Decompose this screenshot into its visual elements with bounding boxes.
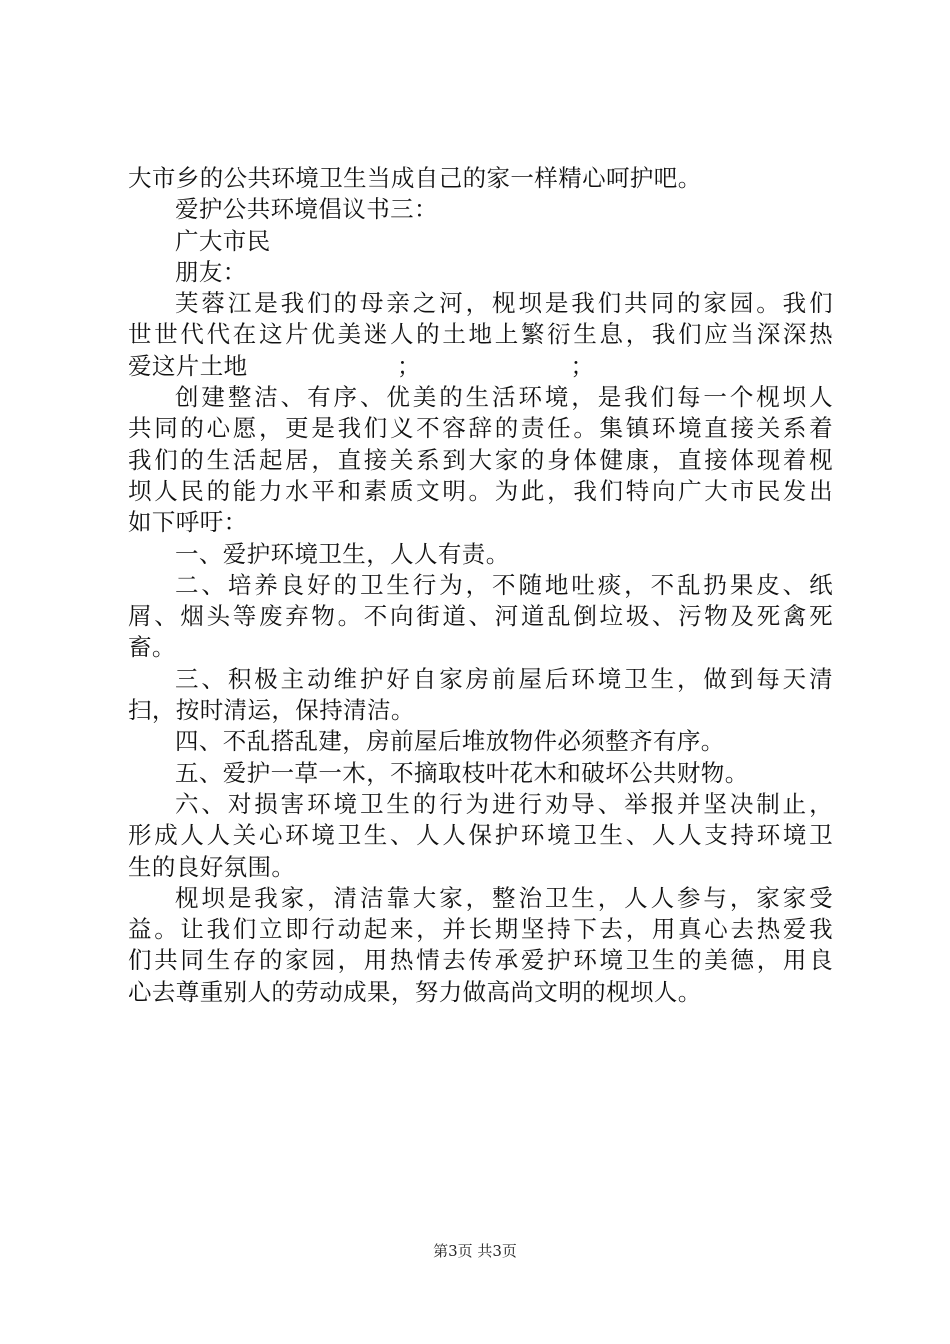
text-line: 创建整洁、有序、优美的生活环境，是我们每一个枧坝人 bbox=[175, 383, 833, 412]
text-line: 爱护公共环境倡议书三： bbox=[175, 195, 438, 224]
text-line: 三、积极主动维护好自家房前屋后环境卫生，做到每天清 bbox=[175, 664, 833, 693]
text-line: 坝人民的能力水平和素质文明。为此，我们特向广大市民发出 bbox=[128, 476, 833, 505]
text-line: 四、不乱搭乱建，房前屋后堆放物件必须整齐有序。 bbox=[175, 727, 725, 756]
page-number-footer: 第3页 共3页 bbox=[433, 1242, 517, 1260]
text-line: 世世代代在这片优美迷人的土地上繁衍生息，我们应当深深热 bbox=[128, 320, 833, 349]
text-line: 二、培养良好的卫生行为，不随地吐痰，不乱扔果皮、纸 bbox=[175, 570, 833, 599]
text-line: 枧坝是我家，清洁靠大家，整治卫生，人人参与，家家受 bbox=[175, 883, 833, 912]
text-line: 共同的心愿，更是我们义不容辞的责任。集镇环境直接关系着 bbox=[128, 414, 833, 443]
text-line: 广大市民 bbox=[175, 226, 271, 255]
text-line: 屑、烟头等废弃物。不向街道、河道乱倒垃圾、污物及死禽死 bbox=[128, 602, 833, 631]
text-line: 扫，按时清运，保持清洁。 bbox=[128, 696, 415, 725]
text-line: 们共同生存的家园，用热情去传承爱护环境卫生的美德，用良 bbox=[128, 946, 833, 975]
text-line: 生的良好氛围。 bbox=[128, 852, 296, 881]
text-line: 芙蓉江是我们的母亲之河，枧坝是我们共同的家园。我们 bbox=[175, 289, 833, 318]
text-line: 畜。 bbox=[128, 633, 176, 662]
text-line: 益。让我们立即行动起来，并长期坚持下去，用真心去热爱我 bbox=[128, 915, 833, 944]
text-line: 我们的生活起居，直接关系到大家的身体健康，直接体现着枧 bbox=[128, 445, 833, 474]
text-line: 爱这片土地 ； ； bbox=[128, 351, 595, 380]
text-line: 朋友： bbox=[175, 257, 247, 286]
text-line: 形成人人关心环境卫生、人人保护环境卫生、人人支持环境卫 bbox=[128, 821, 833, 850]
text-line: 一、爱护环境卫生，人人有责。 bbox=[175, 539, 510, 568]
text-line: 心去尊重别人的劳动成果，努力做高尚文明的枧坝人。 bbox=[128, 977, 702, 1006]
text-line: 五、爱护一草一木，不摘取枝叶花木和破坏公共财物。 bbox=[175, 758, 749, 787]
text-line: 六、对损害环境卫生的行为进行劝导、举报并坚决制止， bbox=[175, 789, 833, 818]
text-line: 如下呼吁： bbox=[128, 508, 248, 537]
text-line: 大市乡的公共环境卫生当成自己的家一样精心呵护吧。 bbox=[128, 164, 702, 192]
document-body bbox=[128, 163, 833, 1008]
